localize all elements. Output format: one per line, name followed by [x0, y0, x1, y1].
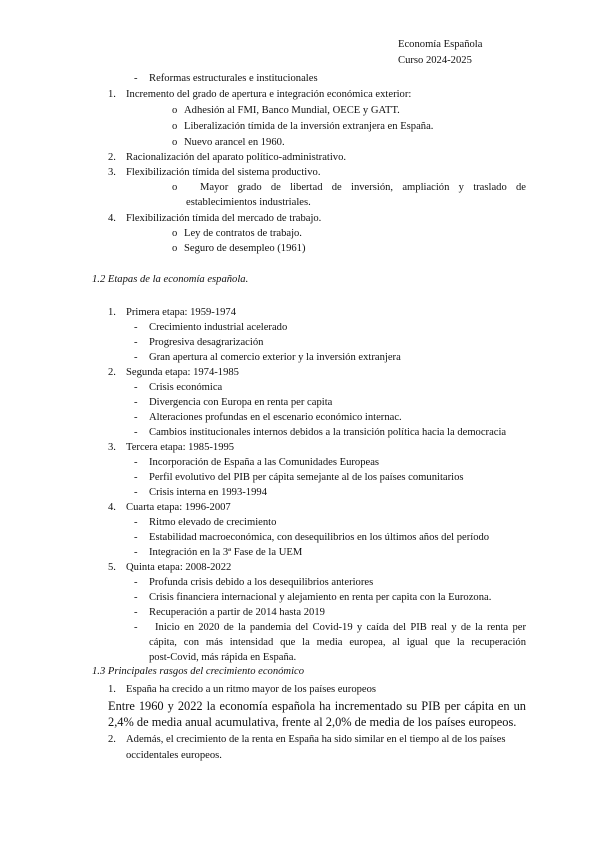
- number-marker: 3.: [108, 167, 116, 178]
- number-marker: 4.: [108, 502, 116, 513]
- list-item: Nuevo arancel en 1960.: [184, 137, 285, 148]
- list-item: Liberalización tímida de la inversión extranjera en España.: [184, 121, 434, 132]
- circle-marker: o: [172, 137, 178, 148]
- stage-title: Quinta etapa: 2008-2022: [126, 562, 232, 573]
- number-marker: 4.: [108, 213, 116, 224]
- dash-marker: -: [134, 577, 138, 588]
- dash-marker: -: [134, 337, 138, 348]
- number-marker: 1.: [108, 684, 116, 695]
- circle-marker: o: [172, 243, 178, 254]
- number-marker: 2.: [108, 152, 116, 163]
- list-item-continuation: occidentales europeos.: [126, 750, 222, 761]
- list-item: Crisis interna en 1993-1994: [149, 487, 267, 498]
- list-item: Crisis financiera internacional y alejamiento en renta per capita con la Eurozona.: [149, 592, 492, 603]
- dash-marker: -: [134, 607, 138, 618]
- list-item: Inicio en 2020 de la pandemia del Covid-19 y caída del PIB real y de la renta per: [155, 622, 526, 633]
- list-item: Mayor grado de libertad de inversión, ampliación y traslado de: [200, 182, 526, 193]
- section-heading: 1.3 Principales rasgos del crecimiento económico: [92, 666, 305, 677]
- list-item: Alteraciones profundas en el escenario económico internac.: [149, 412, 402, 423]
- paragraph-line: 2,4% de media anual acumulativa, frente al 2,0% de media de los países europeos.: [108, 715, 517, 729]
- list-item: Crecimiento industrial acelerado: [149, 322, 288, 333]
- list-item: Además, el crecimiento de la renta en España ha sido similar en el tiempo al de los países: [126, 734, 506, 745]
- stage-title: Tercera etapa: 1985-1995: [126, 442, 235, 453]
- dash-marker: -: [134, 487, 138, 498]
- list-item: Flexibilización tímida del sistema productivo.: [126, 167, 321, 178]
- number-marker: 2.: [108, 367, 116, 378]
- list-item: Estabilidad macroeconómica, con desequilibrios en los últimos años del período: [149, 532, 490, 543]
- dash-marker: -: [134, 517, 138, 528]
- list-item: Incremento del grado de apertura e integración económica exterior:: [126, 89, 412, 100]
- dash-marker: -: [134, 592, 138, 603]
- dash-marker: -: [134, 622, 138, 633]
- dash-marker: -: [134, 457, 138, 468]
- circle-marker: o: [172, 228, 178, 239]
- list-item: Recuperación a partir de 2014 hasta 2019: [149, 607, 325, 618]
- number-marker: 5.: [108, 562, 116, 573]
- list-item: Divergencia con Europa en renta per capita: [149, 397, 333, 408]
- list-item: Crisis económica: [149, 382, 223, 393]
- stage-title: Primera etapa: 1959-1974: [126, 307, 237, 318]
- dash-marker: -: [134, 397, 138, 408]
- list-item-continuation: establecimientos industriales.: [186, 197, 311, 208]
- list-item: Reformas estructurales e institucionales: [149, 73, 318, 84]
- circle-marker: o: [172, 182, 178, 193]
- header-course-title: Economía Española: [398, 39, 483, 50]
- number-marker: 1.: [108, 89, 116, 100]
- dash-marker: -: [134, 547, 138, 558]
- list-item: Profunda crisis debido a los desequilibrios anteriores: [149, 577, 374, 588]
- list-item: Gran apertura al comercio exterior y la inversión extranjera: [149, 352, 401, 363]
- number-marker: 1.: [108, 307, 116, 318]
- number-marker: 2.: [108, 734, 116, 745]
- list-item: España ha crecido a un ritmo mayor de los países europeos: [126, 684, 377, 695]
- list-item: Flexibilización tímida del mercado de trabajo.: [126, 213, 322, 224]
- dash-marker: -: [134, 352, 138, 363]
- stage-title: Cuarta etapa: 1996-2007: [126, 502, 231, 513]
- list-item: Seguro de desempleo (1961): [184, 243, 306, 254]
- list-item: Cambios institucionales internos debidos a la transición política hacia la democracia: [149, 427, 507, 438]
- paragraph-line: Entre 1960 y 2022 la economía española ha incrementado su PIB per cápita en un: [108, 699, 526, 713]
- dash-marker: -: [134, 322, 138, 333]
- list-item: Ley de contratos de trabajo.: [184, 228, 302, 239]
- list-item: Racionalización del aparato político-administrativo.: [126, 152, 347, 163]
- list-item: Ritmo elevado de crecimiento: [149, 517, 277, 528]
- circle-marker: o: [172, 121, 178, 132]
- list-item: Adhesión al FMI, Banco Mundial, OECE y GATT.: [184, 105, 400, 116]
- dash-marker: -: [134, 73, 138, 84]
- number-marker: 3.: [108, 442, 116, 453]
- list-item-continuation: post-Covid, más rápida en España.: [149, 652, 297, 663]
- list-item: Perfil evolutivo del PIB per cápita semejante al de los países comunitarios: [149, 472, 464, 483]
- stage-title: Segunda etapa: 1974-1985: [126, 367, 239, 378]
- dash-marker: -: [134, 382, 138, 393]
- circle-marker: o: [172, 105, 178, 116]
- list-item: Progresiva desagrarización: [149, 337, 264, 348]
- dash-marker: -: [134, 472, 138, 483]
- header-course-year: Curso 2024-2025: [398, 55, 472, 66]
- dash-marker: -: [134, 427, 138, 438]
- list-item-continuation: cápita, con más intensidad que la media europea, al igual que la recuperación: [149, 637, 526, 648]
- list-item: Integración en la 3ª Fase de la UEM: [149, 547, 303, 558]
- dash-marker: -: [134, 412, 138, 423]
- dash-marker: -: [134, 532, 138, 543]
- section-heading: 1.2 Etapas de la economía española.: [92, 274, 249, 285]
- list-item: Incorporación de España a las Comunidades Europeas: [149, 457, 380, 468]
